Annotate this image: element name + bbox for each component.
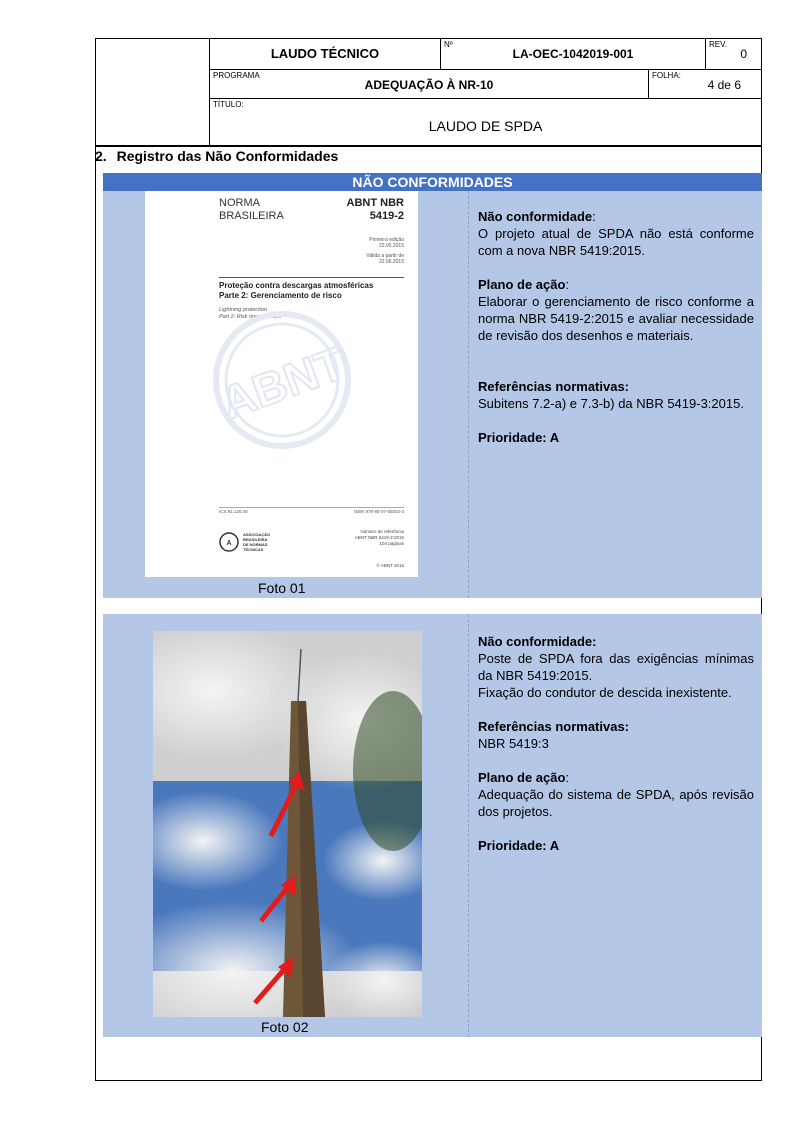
photo-caption-2: Foto 02 — [261, 1019, 309, 1035]
cover-title-2: Parte 2: Gerenciamento de risco — [219, 291, 342, 300]
cover-title-1: Proteção contra descargas atmosféricas — [219, 281, 374, 290]
nc-text-2: Não conformidade: Poste de SPDA fora das exigências mínimas da NBR 5419:2015. Fixação do condutor de descida inexistente. Referências normativas: NBR 5419:3 Plano de ação: Adequação do sistema de SPDA, após revisão dos projetos. Prioridade: A — [478, 634, 754, 853]
cover-ref-3: 104 páginas — [379, 541, 404, 546]
ref-description-1: Subitens 7.2-a) e 7.3-b) da NBR 5419-3:2015. — [478, 396, 744, 411]
cover-brasileira: BRASILEIRA — [219, 210, 284, 222]
standard-cover-image — [145, 191, 418, 577]
photo-caption-1: Foto 01 — [258, 580, 306, 596]
plano-description-2: Adequação do sistema de SPDA, após revisão dos projetos. — [478, 787, 754, 819]
abnt-watermark-text: ABNT — [214, 336, 352, 430]
spda-pole-photo — [153, 631, 422, 1017]
prioridade-1: Prioridade: A — [478, 430, 560, 445]
cover-copyright: © ABNT 2015 — [376, 563, 404, 568]
rev-value: 0 — [740, 47, 747, 61]
nc-text-1: Não conformidade: O projeto atual de SPDA não está conforme com a nova NBR 5419:2015. Plano de ação: Elaborar o gerenciamento de risco conforme a norma NBR 5419-2:2015 e avaliar necessidade de revisão dos desenhos e materiais. Referências normativas: Subitens 7.2-a) e 7.3-b) da NBR 5419-3:2015. Prioridade: A — [478, 209, 754, 445]
plano-label-2: Plano de ação — [478, 770, 566, 785]
cover-edition-2: 22.05.2015 — [378, 243, 404, 249]
cover-ref-2: ABNT NBR 5419-2:2015 — [354, 535, 404, 540]
svg-text:A: A — [226, 540, 232, 547]
cover-ics: ICS 91.120.40 — [219, 509, 248, 514]
cover-ref-1: Número de referência — [360, 529, 404, 534]
folha-cell — [648, 69, 762, 99]
plano-description-1: Elaborar o gerenciamento de risco conforme a norma NBR 5419-2:2015 e avaliar necessidade de revisão dos desenhos e materiais. — [478, 294, 754, 343]
cover-code-2: 5419-2 — [369, 210, 404, 222]
folha-value: 4 de 6 — [707, 78, 741, 92]
programa-label: PROGRAMA — [213, 71, 260, 80]
nc-description-1: O projeto atual de SPDA não está conforme com a nova NBR 5419:2015. — [478, 226, 754, 258]
doc-number-cell — [440, 38, 706, 70]
nc-bar: NÃO CONFORMIDADES — [103, 173, 762, 191]
cover-subtitle-2: Part 2: Risk management — [219, 314, 282, 320]
doc-type-cell — [209, 38, 441, 70]
cover-rule-2 — [219, 507, 404, 508]
cover-isbn: ISBN 978-85-07-05502-3 — [353, 509, 404, 514]
doc-type: LAUDO TÉCNICO — [270, 46, 380, 61]
panel-divider — [468, 191, 469, 598]
document-header — [95, 38, 762, 146]
ref-label-2: Referências normativas: — [478, 719, 630, 734]
abnt-watermark-icon — [209, 307, 355, 453]
section-title — [95, 148, 338, 164]
ref-label-1: Referências normativas: — [478, 379, 630, 394]
folha-label: FOLHA: — [652, 71, 681, 80]
prioridade-2: Prioridade: A — [478, 838, 560, 853]
section-title-text: Registro das Não Conformidades — [116, 148, 339, 164]
panel-divider — [468, 614, 469, 1037]
cover-code-1: ABNT NBR — [346, 197, 404, 209]
nc-description-2b: Fixação do condutor de descida inexistente. — [478, 685, 732, 700]
nc-label-2: Não conformidade: — [478, 634, 597, 649]
doc-number-label: Nº — [444, 40, 453, 49]
nc-panel-2 — [103, 614, 762, 1037]
cover-edition-1: Primeira edição — [369, 237, 404, 243]
header-divider — [95, 146, 762, 147]
rev-label: REV. — [709, 40, 727, 49]
rev-cell — [705, 38, 762, 70]
section-number: 2. — [95, 148, 107, 164]
cover-valid-1: Válida a partir de — [366, 253, 404, 259]
plano-label-1: Plano de ação — [478, 277, 566, 292]
cover-subtitle-1: Lightning protection — [219, 307, 268, 313]
logo-cell — [95, 38, 210, 146]
abnt-logo-icon — [219, 532, 239, 552]
nc-panel-1 — [103, 191, 762, 598]
programa-cell — [209, 69, 649, 99]
nc-label-1: Não conformidade — [478, 209, 593, 224]
titulo-value: LAUDO DE SPDA — [428, 118, 543, 134]
cover-rule-1 — [219, 277, 404, 278]
cover-assoc-2: BRASILEIRA — [243, 537, 268, 542]
titulo-cell — [209, 98, 762, 146]
cover-assoc-4: TÉCNICAS — [243, 547, 264, 552]
doc-number: LA-OEC-1042019-001 — [512, 47, 634, 61]
cover-valid-2: 22.06.2015 — [378, 259, 404, 265]
titulo-label: TÍTULO: — [213, 100, 244, 109]
pole-photo-illustration — [153, 631, 422, 1017]
cover-assoc-3: DE NORMAS — [243, 542, 268, 547]
ref-description-2: NBR 5419:3 — [478, 736, 549, 751]
programa-value: ADEQUAÇÃO À NR-10 — [364, 78, 494, 92]
nc-description-2: Poste de SPDA fora das exigências mínimas da NBR 5419:2015. — [478, 651, 754, 683]
cover-assoc-1: ASSOCIAÇÃO — [243, 532, 271, 537]
cover-norma: NORMA — [219, 197, 260, 209]
